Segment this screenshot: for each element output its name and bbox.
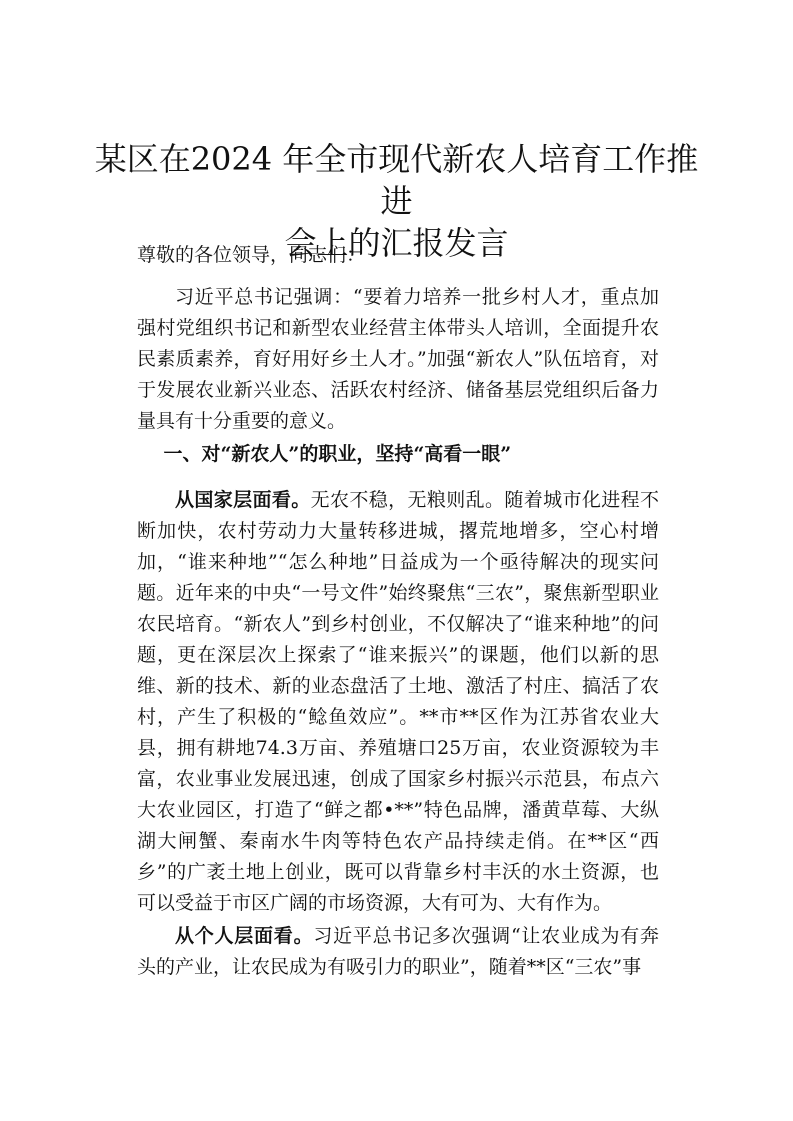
paragraph-personal-level-text: 习近平总书记多次强调“让农业成为有奔头的产业，让农民成为有吸引力的职业”，随着**区“三农”事 bbox=[137, 925, 659, 978]
title-line-2: 会上的汇报发言 bbox=[284, 224, 509, 262]
salutation: 尊敬的各位领导，同志们： bbox=[137, 244, 366, 266]
paragraph-intro: 习近平总书记强调：“要着力培养一批乡村人才，重点加强村党组织书记和新型农业经营主体带头人培训，全面提升农民素质素养，育好用好乡土人才。”加强“新农人”队伍培育，对于发展农业新兴业态、活跃农村经济、储备基层党组织后备力量具有十分重要的意义。 bbox=[137, 286, 659, 432]
section-heading-1 bbox=[137, 439, 659, 470]
paragraph-personal-level bbox=[137, 921, 659, 983]
paragraph-national-level-lead: 从国家层面看。 bbox=[175, 489, 311, 511]
paragraph-national-level bbox=[137, 485, 659, 919]
title-line-1: 某区在2024 年全市现代新农人培育工作推进 bbox=[94, 140, 699, 220]
paragraph-personal-level-lead: 从个人层面看。 bbox=[175, 925, 314, 947]
paragraph-national-level-text: 无农不稳，无粮则乱。随着城市化进程不断加快，农村劳动力大量转移进城，撂荒地增多，空心村增加，“谁来种地”“怎么种地”日益成为一个亟待解决的现实问题。近年来的中央“一号文件”始终聚焦“三农”，聚焦新型职业农民培育。“新农人”到乡村创业，不仅解决了“谁来种地”的问题，更在深层次上探索了“谁来振兴”的课题，他们以新的思维、新的技术、新的业态盘活了土地、激活了村庄、搞活了农村，产生了积极的“鲶鱼效应”。**市**区作为江苏省农业大县，拥有耕地74.3万亩、养殖塘口25万亩，农业资源较为丰富，农业事业发展迅速，创成了国家乡村振兴示范县，布点六大农业园区，打造了“鲜之都•**”特色品牌，潘黄草莓、大纵湖大闸蟹、秦南水牛肉等特色农产品持续走俏。在**区“西乡”的广袤土地上创业，既可以背靠乡村丰沃的水土资源，也可以受益于市区广阔的市场资源，大有可为、大有作为。 bbox=[137, 489, 659, 914]
section-heading-1-text: 一、对“新农人”的职业，坚持“高看一眼” bbox=[163, 443, 512, 465]
